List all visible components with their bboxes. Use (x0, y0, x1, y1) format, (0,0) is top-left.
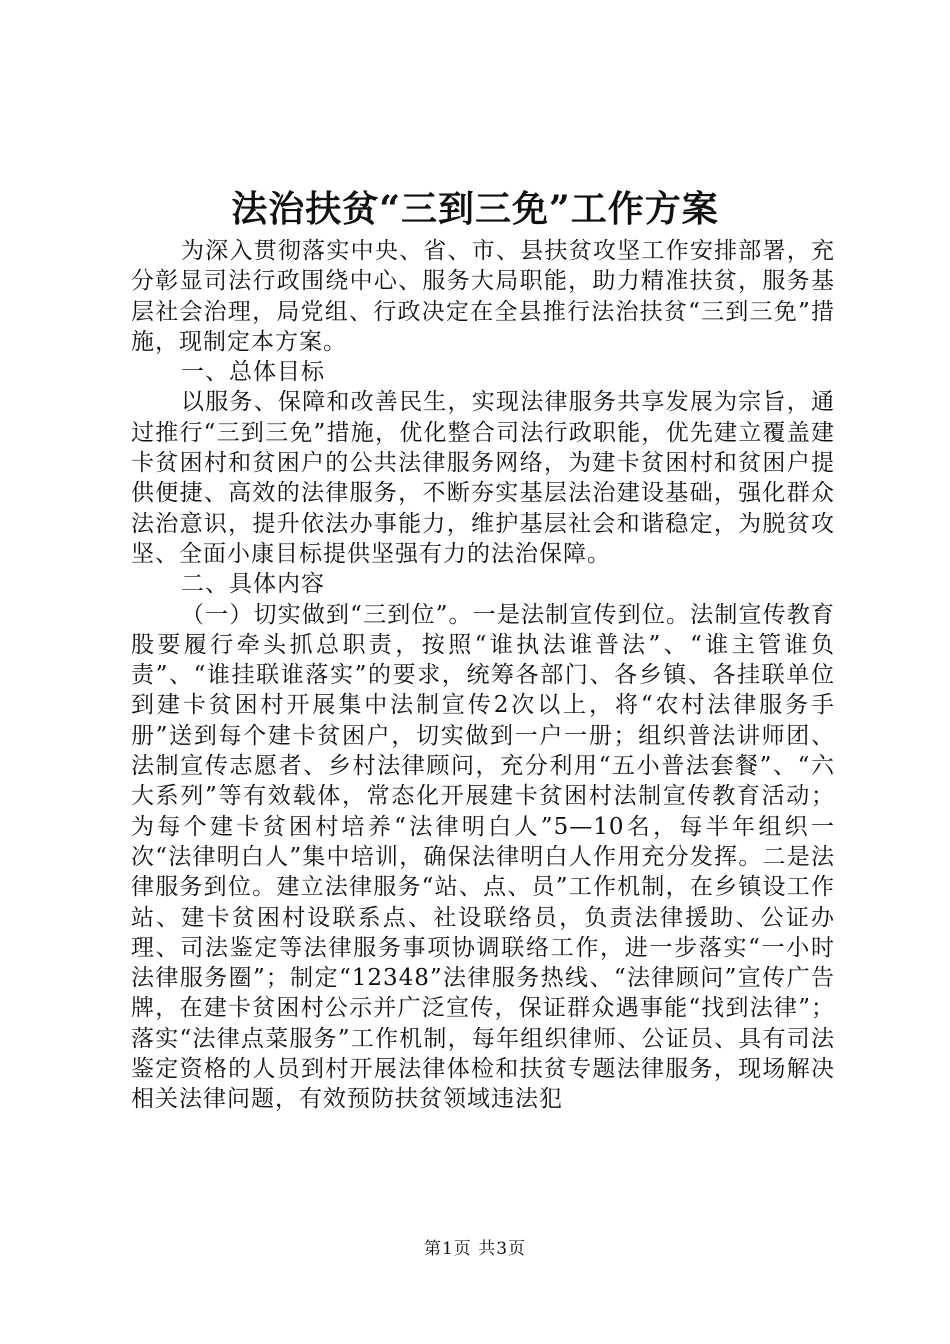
intro-paragraph: 为深入贯彻落实中央、省、市、县扶贫攻坚工作安排部署，充分彰显司法行政围绕中心、服务大局职能，助力精准扶贫，服务基层社会治理，局党组、行政决定在全县推行法治扶贫“三到三免”措施，现制定本方案。 (131, 238, 835, 355)
document-body (131, 236, 835, 1115)
section-heading-1: 一、总体目标 (181, 359, 325, 386)
document-title: 法治扶贫“三到三免”工作方案 (231, 188, 719, 230)
section-1-paragraph: 以服务、保障和改善民生，实现法律服务共享发展为宗旨，通过推行“三到三免”措施，优化整合司法行政职能，优先建立覆盖建卡贫困村和贫困户的公共法律服务网络，为建卡贫困村和贫困户提供便捷、高效的法律服务，不断夯实基层法治建设基础，强化群众法治意识，提升依法办事能力，维护基层社会和谐稳定，为脱贫攻坚、全面小康目标提供坚强有力的法治保障。 (131, 389, 835, 567)
section-heading-2: 二、具体内容 (181, 571, 325, 598)
page-footer: 第1页 共3页 (423, 1239, 527, 1259)
section-2-paragraph: （一）切实做到“三到位”。一是法制宣传到位。法制宣传教育股要履行牵头抓总职责，按照“谁执法谁普法”、“谁主管谁负责”、“谁挂联谁落实”的要求，统筹各部门、各乡镇、各挂联单位到建卡贫困村开展集中法制宣传2次以上，将“农村法律服务手册”送到每个建卡贫困户，切实做到一户一册；组织普法讲师团、法制宣传志愿者、乡村法律顾问，充分利用“五小普法套餐”、“六大系列”等有效载体，常态化开展建卡贫困村法制宣传教育活动；为每个建卡贫困村培养“法律明白人”5—10名，每半年组织一次“法律明白人”集中培训，确保法律明白人作用充分发挥。二是法律服务到位。建立法律服务“站、点、员”工作机制，在乡镇设工作站、建卡贫困村设联系点、社设联络员，负责法律援助、公证办理、司法鉴定等法律服务事项协调联络工作，进一步落实“一小时法律服务圈”；制定“12348”法律服务热线、“法律顾问”宣传广告牌，在建卡贫困村公示并广泛宣传，保证群众遇事能“找到法律”；落实“法律点菜服务”工作机制，每年组织律师、公证员、具有司法鉴定资格的人员到村开展法律体检和扶贫专题法律服务，现场解决相关法律问题，有效预防扶贫领域违法犯 (131, 601, 835, 1113)
